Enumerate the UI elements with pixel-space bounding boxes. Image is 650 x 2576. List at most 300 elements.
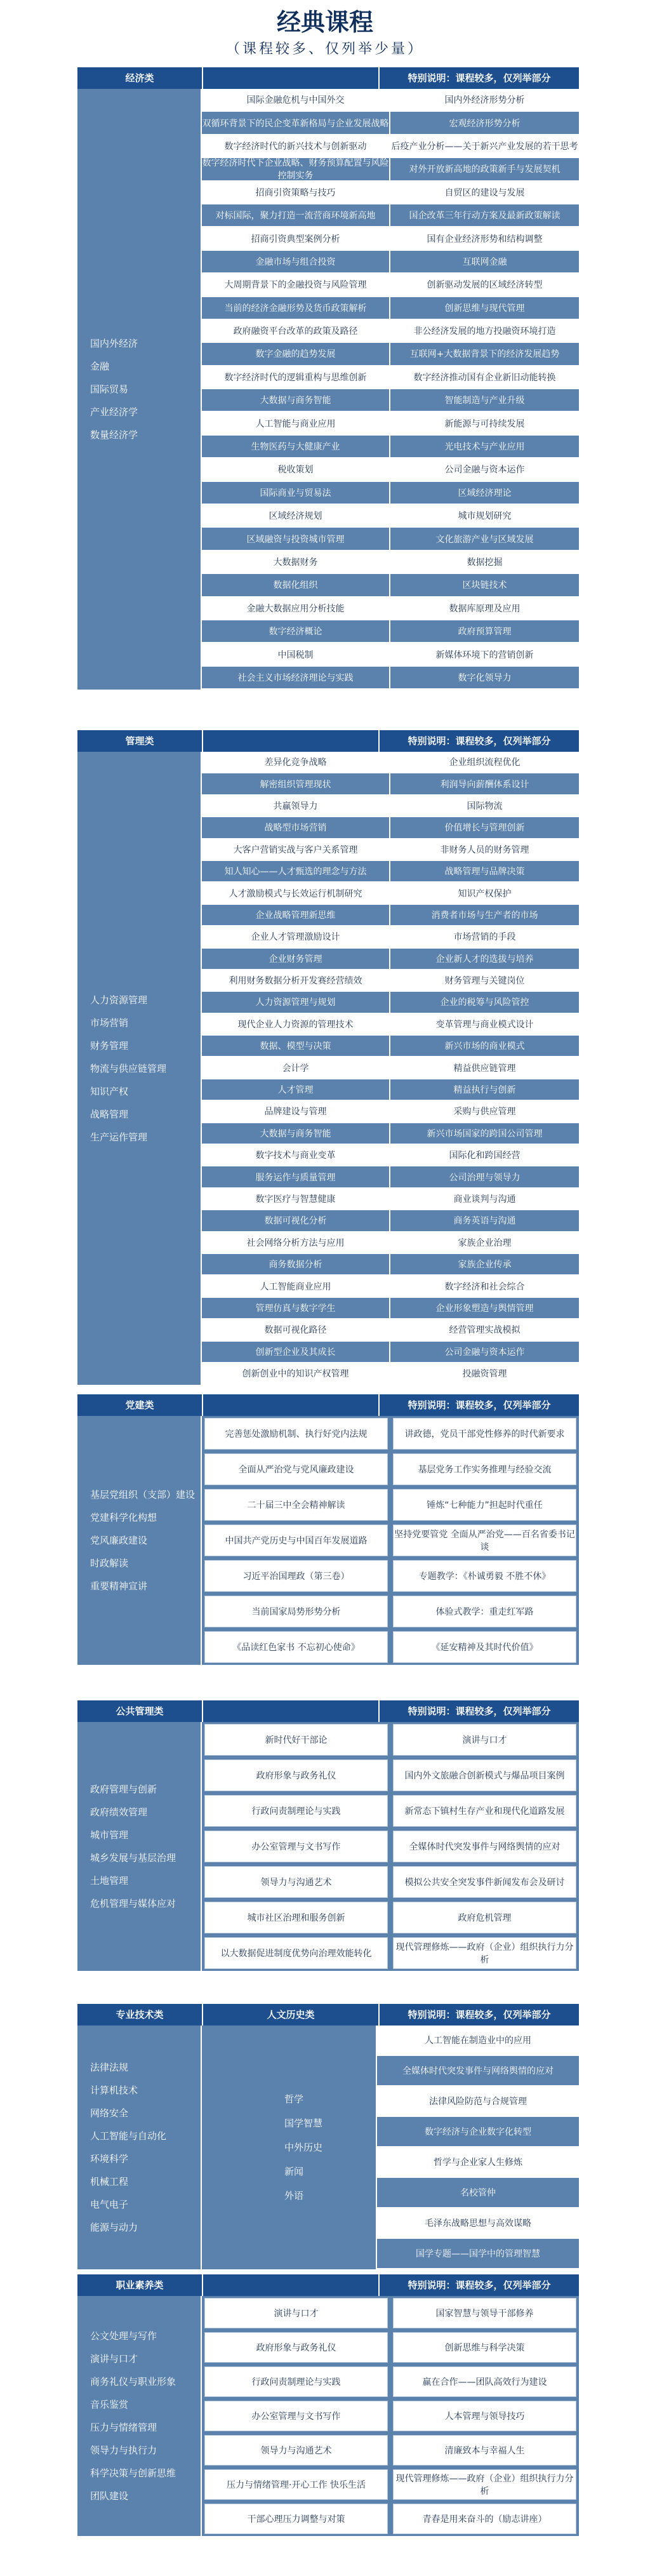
section-category: 党建类 <box>77 1394 203 1416</box>
section-body <box>77 2296 579 2536</box>
course-cell: 办公室管理与文书写作 <box>204 1831 388 1862</box>
section-header <box>77 1700 579 1722</box>
course-row <box>202 1101 579 1123</box>
subject-item: 战略管理 <box>90 1108 129 1120</box>
course-cell: 人本管理与领导技巧 <box>393 2401 576 2431</box>
course-cell: 新兴市场国家的跨国公司管理 <box>390 1123 579 1145</box>
course-row <box>202 796 579 817</box>
course-cell: 演讲与口才 <box>204 2298 388 2328</box>
subject-item: 电气电子 <box>90 2199 129 2210</box>
course-cell: 坚持党要管党 全面从严治党——百名省委书记谈 <box>393 1525 576 1556</box>
course-row <box>202 135 579 158</box>
course-row <box>202 2365 579 2399</box>
course-cell: 干部心理压力调整与对策 <box>204 2504 388 2534</box>
course-cell: 数字金融的趋势发展 <box>202 343 390 366</box>
course-cell: 大客户营销实战与客户关系管理 <box>202 839 390 861</box>
course-row <box>202 436 579 458</box>
subject-item: 金融 <box>90 361 110 373</box>
subject-item: 国际贸易 <box>90 384 129 396</box>
course-row <box>202 1276 579 1297</box>
course-cell: 对外开放新高地的政策新手与发展契机 <box>390 158 579 181</box>
course-cell: 企业新人才的选拔与培养 <box>390 949 579 970</box>
course-row <box>202 1232 579 1254</box>
course-row <box>377 2239 579 2269</box>
course-cell: 自贸区的建设与发展 <box>390 182 579 204</box>
course-cell: 投融资管理 <box>390 1363 579 1385</box>
course-cell: 商务数据分析 <box>202 1254 390 1276</box>
course-row <box>202 505 579 528</box>
course-cell: 文化旅游产业与区域发展 <box>390 528 579 551</box>
course-cell: 互联网+大数据背景下的经济发展趋势 <box>390 343 579 366</box>
course-cell: 商务英语与沟通 <box>390 1210 579 1232</box>
course-cell: 行政问责制理论与实践 <box>204 1795 388 1827</box>
section-body <box>77 89 579 690</box>
course-cell: 政府融资平台改革的政策及路径 <box>202 320 390 343</box>
page-subtitle: （课程较多、仅列举少量） <box>225 41 424 57</box>
course-cell: 国际金融危机与中国外交 <box>202 89 390 112</box>
course-cell: 数字经济和社会综合 <box>390 1276 579 1297</box>
course-cell: 城市规划研究 <box>390 505 579 528</box>
section-career <box>77 2274 579 2536</box>
course-row <box>202 1793 579 1829</box>
course-cell: 数据挖掘 <box>390 551 579 574</box>
course-cell: 金融市场与组合投资 <box>202 251 390 274</box>
course-cell: 青春是用来奋斗的（励志讲座） <box>393 2504 576 2534</box>
course-cell: 对标国际，聚力打造一流营商环境新高地 <box>202 204 390 227</box>
course-row <box>202 1319 579 1341</box>
course-cell: 家族企业治理 <box>390 1232 579 1254</box>
subject-item: 危机管理与媒体应对 <box>90 1898 176 1909</box>
course-cell: 讲政德，党员干部党性修养的时代新要求 <box>393 1418 576 1450</box>
course-row <box>202 412 579 435</box>
section-header <box>77 2274 579 2296</box>
course-cell: 哲学与企业家人生修炼 <box>377 2147 579 2178</box>
subject-item: 法律法规 <box>90 2062 129 2073</box>
course-row <box>202 227 579 250</box>
course-row <box>202 839 579 861</box>
subject-item: 产业经济学 <box>90 406 138 418</box>
course-row <box>202 158 579 181</box>
course-cell: 大数据财务 <box>202 551 390 574</box>
course-cell: 新时代好干部论 <box>204 1724 388 1756</box>
section-header-spacer <box>203 730 380 752</box>
course-cell: 数据库原理及应用 <box>390 597 579 620</box>
course-row <box>202 1523 579 1558</box>
course-row <box>202 1014 579 1036</box>
course-row <box>202 1829 579 1864</box>
course-cell: 市场营销的手段 <box>390 926 579 948</box>
course-row <box>202 2502 579 2536</box>
subject-item: 土地管理 <box>90 1875 129 1886</box>
course-cell: 二十届三中全会精神解读 <box>204 1489 388 1521</box>
section-body <box>77 1416 579 1665</box>
course-cell: 国内外经济形势分析 <box>390 89 579 112</box>
course-row <box>377 2086 579 2117</box>
subject-item: 生产运作管理 <box>90 1131 148 1143</box>
section-party <box>77 1394 579 1665</box>
course-cell: 服务运作与质量管理 <box>202 1166 390 1188</box>
course-cell: 国际化和跨国经营 <box>390 1145 579 1166</box>
course-cell: 锤炼“七种能力”担起时代重任 <box>393 1489 576 1521</box>
subject-item: 演讲与口才 <box>90 2353 138 2365</box>
course-cell: 数字化领导力 <box>390 667 579 690</box>
course-cell: 公司治理与领导力 <box>390 1166 579 1188</box>
course-row <box>202 1363 579 1385</box>
course-cell: 企业人才管理激励设计 <box>202 926 390 948</box>
section-body <box>77 1722 579 1971</box>
subject-item: 政府管理与创新 <box>90 1784 157 1795</box>
course-row <box>202 1210 579 1232</box>
course-cell: 招商引资典型案例分析 <box>202 227 390 250</box>
course-cell: 国学专题——国学中的管理智慧 <box>377 2239 579 2269</box>
humanities-list <box>202 2025 377 2269</box>
subject-list <box>77 89 202 690</box>
course-cell: 创新思维与科学决策 <box>393 2332 576 2363</box>
course-row <box>202 1189 579 1210</box>
course-cell: 大数据与商务智能 <box>202 389 390 412</box>
course-cell: 区域经济规划 <box>202 505 390 528</box>
page <box>0 6 650 2576</box>
course-cell: 新常态下镇村生存产业和现代化道路发展 <box>393 1795 576 1827</box>
course-row <box>202 366 579 389</box>
course-cell: 国企改革三年行动方案及最新政策解读 <box>390 204 579 227</box>
course-cell: 人工智能在制造业中的应用 <box>377 2025 579 2056</box>
course-cell: 企业组织流程优化 <box>390 752 579 773</box>
subject-item: 领导力与执行力 <box>90 2445 157 2456</box>
course-row <box>202 667 579 690</box>
course-cell: 公司金融与资本运作 <box>390 458 579 481</box>
subject-item: 科学决策与创新思维 <box>90 2467 176 2479</box>
course-row <box>202 620 579 643</box>
course-row <box>202 1864 579 1900</box>
subject-item: 市场营销 <box>90 1017 129 1029</box>
humanities-item: 哲学 <box>284 2093 304 2105</box>
course-row <box>202 89 579 112</box>
course-cell: 数据可视化路径 <box>202 1319 390 1341</box>
course-row <box>202 1629 579 1665</box>
course-row <box>202 1079 579 1101</box>
course-cell: 数字经济概论 <box>202 620 390 643</box>
course-cell: 品牌建设与管理 <box>202 1101 390 1123</box>
course-cell: 《品读红色家书 不忘初心使命》 <box>204 1631 388 1663</box>
course-cell: 战略型市场营销 <box>202 817 390 839</box>
section-body <box>77 2025 579 2269</box>
course-cell: 知识产权保护 <box>390 883 579 904</box>
course-cell: 采购与供应管理 <box>390 1101 579 1123</box>
course-cell: 清廉致本与幸福人生 <box>393 2435 576 2466</box>
course-cell: 税收策划 <box>202 458 390 481</box>
humanities-item: 外语 <box>284 2190 304 2201</box>
course-cell: 公司金融与资本运作 <box>390 1342 579 1363</box>
course-row <box>202 458 579 481</box>
section-category: 公共管理类 <box>77 1700 203 1722</box>
course-cell: 社会网络分析方法与应用 <box>202 1232 390 1254</box>
course-cell: 法律风险防范与合规管理 <box>377 2086 579 2117</box>
course-cell: 模拟公共安全突发事件新闻发布会及研讨 <box>393 1866 576 1898</box>
course-cell: 领导力与沟通艺术 <box>204 2435 388 2466</box>
course-cell: 人工智能与商业应用 <box>202 412 390 435</box>
course-row <box>202 992 579 1013</box>
course-row <box>202 182 579 204</box>
course-cell: 数据、模型与决策 <box>202 1036 390 1057</box>
course-cell: 智能制造与产业升级 <box>390 389 579 412</box>
course-cell: 互联网金融 <box>390 251 579 274</box>
humanities-item: 中外历史 <box>284 2142 323 2153</box>
course-row <box>202 1036 579 1057</box>
subject-item: 党风廉政建设 <box>90 1535 148 1546</box>
section-header <box>77 2004 579 2025</box>
section-note: 特别说明：课程较多，仅列举部分 <box>408 2279 551 2291</box>
subject-item: 音乐鉴赏 <box>90 2399 129 2410</box>
section-header-spacer <box>203 1394 380 1416</box>
course-row <box>202 320 579 343</box>
course-cell: 基层党务工作实务推理与经验交流 <box>393 1453 576 1485</box>
course-cell: 精益供应链管理 <box>390 1057 579 1079</box>
course-cell: 政府预算管理 <box>390 620 579 643</box>
subject-item: 人力资源管理 <box>90 994 148 1006</box>
course-row <box>202 297 579 320</box>
course-row <box>202 2399 579 2433</box>
course-cell: 中国共产党历史与中国百年发展道路 <box>204 1525 388 1556</box>
course-row <box>202 643 579 666</box>
course-row <box>202 1722 579 1758</box>
course-cell: 家族企业传承 <box>390 1254 579 1276</box>
course-cell: 人才激励模式与长效运行机制研究 <box>202 883 390 904</box>
subject-item: 公文处理与写作 <box>90 2330 157 2342</box>
course-cell: 国家智慧与领导干部修养 <box>393 2298 576 2328</box>
subject-item: 压力与情绪管理 <box>90 2422 157 2433</box>
course-row <box>202 1487 579 1523</box>
course-row <box>202 1057 579 1079</box>
section-note: 特别说明：课程较多，仅列举部分 <box>408 2009 551 2020</box>
course-row <box>202 1758 579 1793</box>
course-cell: 精益执行与创新 <box>390 1079 579 1101</box>
course-cell: 非公经济发展的地方投融资环境打造 <box>390 320 579 343</box>
course-row <box>377 2117 579 2147</box>
course-cell: 国内外文旅融合创新模式与爆品项目案例 <box>393 1759 576 1791</box>
course-cell: 企业的税筹与风险管控 <box>390 992 579 1013</box>
course-cell: 中国税制 <box>202 643 390 666</box>
course-cell: 数字经济推动国有企业新旧动能转换 <box>390 366 579 389</box>
course-cell: 知人知心——人才甄选的理念与方法 <box>202 861 390 883</box>
course-cell: 办公室管理与文书写作 <box>204 2401 388 2431</box>
course-row <box>202 1558 579 1594</box>
course-row <box>202 251 579 274</box>
course-cell: 管理仿真与数字学生 <box>202 1298 390 1319</box>
course-row <box>202 1145 579 1166</box>
section-header <box>77 67 579 89</box>
section-header-spacer <box>203 67 380 89</box>
course-cell: 现代管理修炼——政府（企业）组织执行力分析 <box>393 2469 576 2500</box>
course-cell: 全媒体时代突发事件与网络舆情的应对 <box>377 2056 579 2086</box>
subject-item: 城乡发展与基层治理 <box>90 1852 176 1864</box>
course-row <box>377 2147 579 2178</box>
course-cell: 政府危机管理 <box>393 1902 576 1933</box>
course-row <box>202 2433 579 2467</box>
course-cell: 非财务人员的财务管理 <box>390 839 579 861</box>
course-cell: 数据化组织 <box>202 574 390 597</box>
course-cell: 利润导向薪酬体系设计 <box>390 773 579 795</box>
section-header <box>77 1394 579 1416</box>
course-cell: 大周期背景下的金融投资与风险管理 <box>202 274 390 297</box>
course-cell: 政府形象与政务礼仪 <box>204 1759 388 1791</box>
section-category: 职业素养类 <box>77 2274 203 2296</box>
course-row <box>202 2296 579 2330</box>
subject-item: 基层党组织（支部）建设 <box>90 1489 196 1500</box>
section-note: 特别说明：课程较多，仅列举部分 <box>408 1705 551 1717</box>
course-cell: 招商引资策略与技巧 <box>202 182 390 204</box>
subject-item: 重要精神宣讲 <box>90 1580 148 1592</box>
subject-item: 计算机技术 <box>90 2085 138 2096</box>
course-cell: 新兴市场的商业模式 <box>390 1036 579 1057</box>
course-cell: 企业形象塑造与舆情管理 <box>390 1298 579 1319</box>
course-cell: 财务管理与关键岗位 <box>390 970 579 992</box>
course-row <box>377 2025 579 2056</box>
course-cell: 数字经济时代的逻辑重构与思维创新 <box>202 366 390 389</box>
course-cell: 数字经济与企业数字化转型 <box>377 2117 579 2147</box>
course-cell: 区域经济理论 <box>390 482 579 505</box>
course-row <box>202 1452 579 1487</box>
course-cell: 光电技术与产业应用 <box>390 436 579 458</box>
course-cell: 企业战略管理新思维 <box>202 905 390 926</box>
course-cell: 完善惩处激励机制、执行好党内法规 <box>204 1418 388 1450</box>
course-cell: 赢在合作——团队高效行为建设 <box>393 2366 576 2397</box>
course-cell: 专题教学：《朴诚勇毅 不胜不休》 <box>393 1560 576 1592</box>
course-cell: 宏观经济形势分析 <box>390 112 579 135</box>
course-row <box>202 482 579 505</box>
section-management <box>77 730 579 1385</box>
course-grid <box>202 1722 579 1971</box>
course-cell: 以大数据促进制度优势向治理效能转化 <box>204 1937 388 1969</box>
course-cell: 习近平治国理政（第三卷） <box>204 1560 388 1592</box>
course-cell: 后疫产业分析——关于新兴产业发展的若干思考 <box>390 135 579 158</box>
course-row <box>202 1342 579 1363</box>
course-cell: 《延安精神及其时代价值》 <box>393 1631 576 1663</box>
subject-list <box>77 2296 202 2536</box>
subject-item: 时政解读 <box>90 1558 129 1569</box>
course-row <box>202 949 579 970</box>
subject-item: 机械工程 <box>90 2176 129 2187</box>
subject-list <box>77 1722 202 1971</box>
subject-item: 党建科学化构想 <box>90 1512 157 1523</box>
course-row <box>202 1298 579 1319</box>
course-row <box>377 2056 579 2086</box>
humanities-item: 新闻 <box>284 2166 304 2177</box>
course-cell: 双循环背景下的民企变革新格局与企业发展战略 <box>202 112 390 135</box>
course-row <box>202 1935 579 1971</box>
course-cell: 演讲与口才 <box>393 1724 576 1756</box>
section-mid-category: 人文历史类 <box>203 2004 380 2025</box>
course-grid <box>202 2296 579 2536</box>
course-cell: 区块链技术 <box>390 574 579 597</box>
subject-item: 政府绩效管理 <box>90 1806 148 1818</box>
course-row <box>202 905 579 926</box>
course-cell: 当前国家局势形势分析 <box>204 1596 388 1627</box>
course-cell: 人力资源管理与规划 <box>202 992 390 1013</box>
subject-item: 能源与动力 <box>90 2222 138 2233</box>
course-cell: 领导力与沟通艺术 <box>204 1866 388 1898</box>
course-row <box>202 1254 579 1276</box>
course-cell: 利用财务数据分析开发赛经营绩效 <box>202 970 390 992</box>
course-row <box>202 752 579 773</box>
course-cell: 城市社区治理和服务创新 <box>204 1902 388 1933</box>
section-category: 经济类 <box>77 67 203 89</box>
course-cell: 消费者市场与生产者的市场 <box>390 905 579 926</box>
course-cell: 现代企业人力资源的管理技术 <box>202 1014 390 1036</box>
course-cell: 会计学 <box>202 1057 390 1079</box>
course-row <box>202 204 579 227</box>
course-cell: 变革管理与商业模式设计 <box>390 1014 579 1036</box>
course-cell: 商业谈判与沟通 <box>390 1189 579 1210</box>
course-row <box>202 574 579 597</box>
subject-item: 财务管理 <box>90 1039 129 1051</box>
section-header-spacer <box>203 2274 380 2296</box>
course-cell: 毛泽东战略思想与高效谋略 <box>377 2208 579 2239</box>
course-row <box>202 1900 579 1935</box>
course-cell: 新媒体环境下的营销创新 <box>390 643 579 666</box>
course-cell: 人工智能商业应用 <box>202 1276 390 1297</box>
course-cell: 解密组织管理现状 <box>202 773 390 795</box>
subject-item: 环境科学 <box>90 2153 129 2165</box>
course-cell: 创新思维与现代管理 <box>390 297 579 320</box>
course-cell: 差异化竞争战略 <box>202 752 390 773</box>
course-cell: 名校管仲 <box>377 2178 579 2208</box>
subject-item: 商务礼仪与职业形象 <box>90 2376 176 2387</box>
course-row <box>202 597 579 620</box>
course-cell: 经营管理实战模拟 <box>390 1319 579 1341</box>
section-category: 管理类 <box>77 730 203 752</box>
course-row <box>202 389 579 412</box>
subject-list <box>77 2025 202 2269</box>
course-cell: 创新驱动发展的区域经济转型 <box>390 274 579 297</box>
course-cell: 全面从严治党与党风廉政建设 <box>204 1453 388 1485</box>
course-row <box>202 970 579 992</box>
section-note: 特别说明：课程较多，仅列举部分 <box>408 72 551 84</box>
course-cell: 社会主义市场经济理论与实践 <box>202 667 390 690</box>
course-list <box>377 2025 579 2269</box>
course-row <box>202 528 579 551</box>
course-cell: 压力与情绪管理·开心工作 快乐生活 <box>204 2469 388 2500</box>
subject-item: 城市管理 <box>90 1829 129 1841</box>
section-body <box>77 752 579 1385</box>
subject-item: 团队建设 <box>90 2490 129 2502</box>
course-row <box>202 1166 579 1188</box>
course-cell: 区域融资与投资城市管理 <box>202 528 390 551</box>
course-cell: 数字经济时代的新兴技术与创新驱动 <box>202 135 390 158</box>
course-cell: 人才管理 <box>202 1079 390 1101</box>
section-header <box>77 730 579 752</box>
course-row <box>202 861 579 883</box>
course-cell: 体验式教学：重走红军路 <box>393 1596 576 1627</box>
course-row <box>202 1416 579 1452</box>
course-row <box>202 1123 579 1145</box>
course-row <box>202 773 579 795</box>
subject-item: 数量经济学 <box>90 429 138 441</box>
course-cell: 生物医药与大健康产业 <box>202 436 390 458</box>
course-cell: 国际物流 <box>390 796 579 817</box>
course-cell: 大数据与商务智能 <box>202 1123 390 1145</box>
section-economy <box>77 67 579 690</box>
course-row <box>202 883 579 904</box>
course-row <box>202 343 579 366</box>
section-category: 专业技术类 <box>77 2004 203 2025</box>
course-grid <box>202 752 579 1385</box>
subject-item: 人工智能与自动化 <box>90 2130 167 2142</box>
course-cell: 全媒体时代突发事件与网络舆情的应对 <box>393 1831 576 1862</box>
course-grid <box>202 89 579 690</box>
course-row <box>202 2467 579 2502</box>
course-cell: 国际商业与贸易法 <box>202 482 390 505</box>
